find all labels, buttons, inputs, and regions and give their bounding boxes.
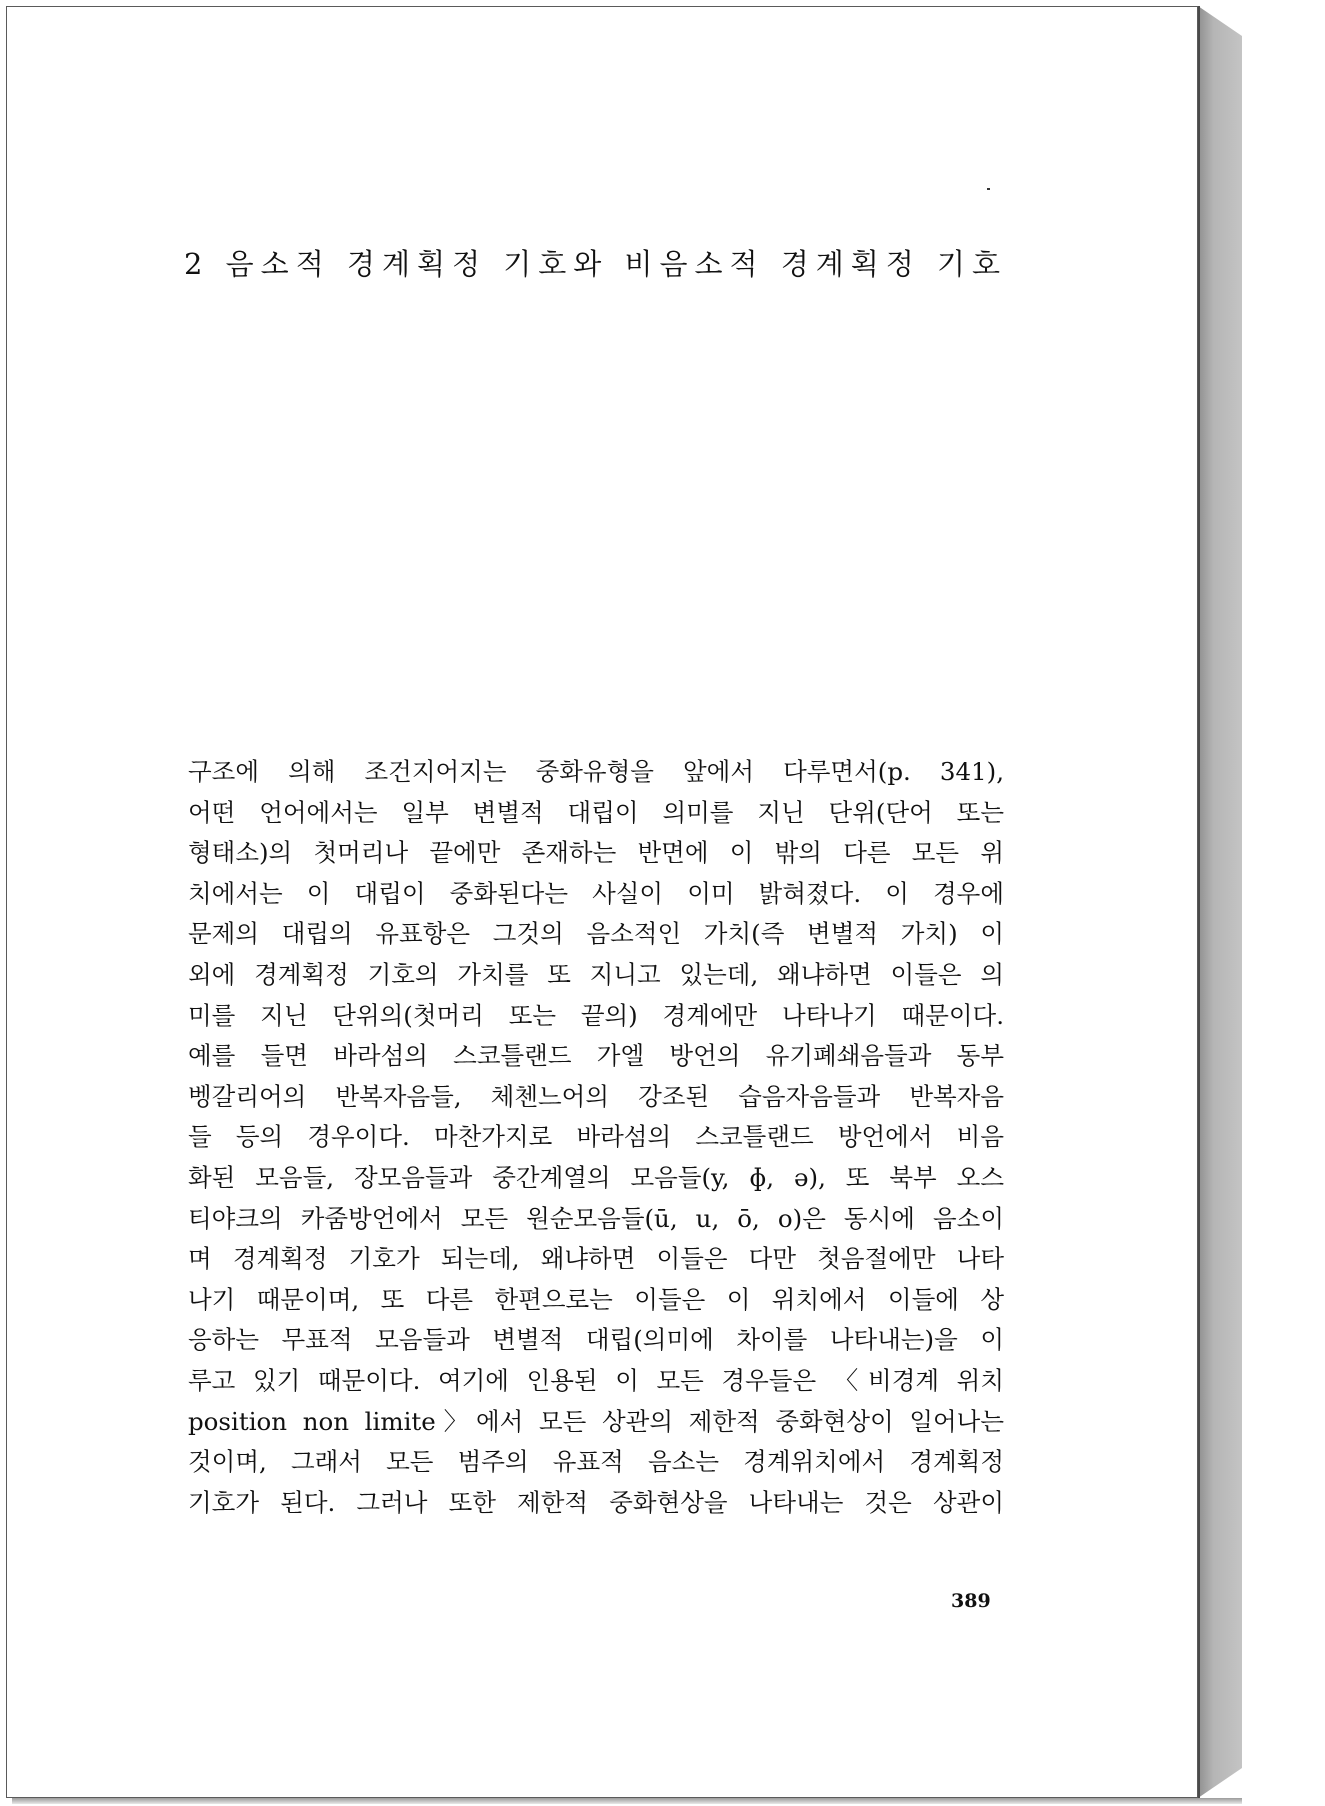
section-heading: 2 음소적 경계획정 기호와 비음소적 경계획정 기호 bbox=[184, 247, 1008, 281]
scan-speck bbox=[987, 188, 990, 190]
page-number: 389 bbox=[951, 1590, 991, 1612]
text-line: 어떤 언어에서는 일부 변별적 대립이 의미를 지닌 단위(단어 또는 bbox=[188, 797, 1004, 827]
text-line: 나기 때문이며, 또 다른 한편으로는 이들은 이 위치에서 이들에 상 bbox=[188, 1284, 1004, 1314]
text-line: 문제의 대립의 유표항은 그것의 음소적인 가치(즉 변별적 가치) 이 bbox=[188, 919, 1004, 949]
page-edge bbox=[1198, 6, 1242, 1798]
text-line: 기호가 된다. 그러나 또한 제한적 중화현상을 나타내는 것은 상관이 bbox=[188, 1487, 1004, 1517]
text-line: 응하는 무표적 모음들과 변별적 대립(의미에 차이를 나타내는)을 이 bbox=[188, 1325, 1004, 1355]
text-line: 예를 들면 바라섬의 스코틀랜드 가엘 방언의 유기폐쇄음들과 동부 bbox=[188, 1041, 1004, 1071]
text-line: 치에서는 이 대립이 중화된다는 사실이 이미 밝혀졌다. 이 경우에 bbox=[188, 878, 1004, 908]
text-line: 벵갈리어의 반복자음들, 체첸느어의 강조된 습음자음들과 반복자음 bbox=[188, 1081, 1004, 1111]
text-line: 화된 모음들, 장모음들과 중간계열의 모음들(y, ɸ, ə), 또 북부 오스 bbox=[188, 1162, 1004, 1192]
text-line: 구조에 의해 조건지어지는 중화유형을 앞에서 다루면서(p. 341), bbox=[188, 757, 1004, 786]
text-line: 루고 있기 때문이다. 여기에 인용된 이 모든 경우들은 〈비경계 위치 bbox=[188, 1365, 1004, 1395]
text-line: 미를 지닌 단위의(첫머리 또는 끝의) 경계에만 나타나기 때문이다. bbox=[188, 1000, 1004, 1030]
page-shadow bbox=[12, 1798, 1242, 1804]
text-line: 며 경계획정 기호가 되는데, 왜냐하면 이들은 다만 첫음절에만 나타 bbox=[188, 1244, 1004, 1274]
page-edge-line bbox=[1198, 6, 1200, 1798]
body-text bbox=[188, 752, 1004, 1523]
text-line: 형태소)의 첫머리나 끝에만 존재하는 반면에 이 밖의 다른 모든 위 bbox=[188, 838, 1004, 868]
text-line: 들 등의 경우이다. 마찬가지로 바라섬의 스코틀랜드 방언에서 비음 bbox=[188, 1122, 1004, 1152]
text-line: position non limite〉에서 모든 상관의 제한적 중화현상이 일어나는 bbox=[188, 1406, 1004, 1436]
text-line: 티야크의 카줌방언에서 모든 원순모음들(ū, u, ō, o)은 동시에 음소이 bbox=[188, 1203, 1004, 1233]
text-line: 외에 경계획정 기호의 가치를 또 지니고 있는데, 왜냐하면 이들은 의 bbox=[188, 959, 1004, 989]
text-line: 것이며, 그래서 모든 범주의 유표적 음소는 경계위치에서 경계획정 bbox=[188, 1447, 1004, 1477]
